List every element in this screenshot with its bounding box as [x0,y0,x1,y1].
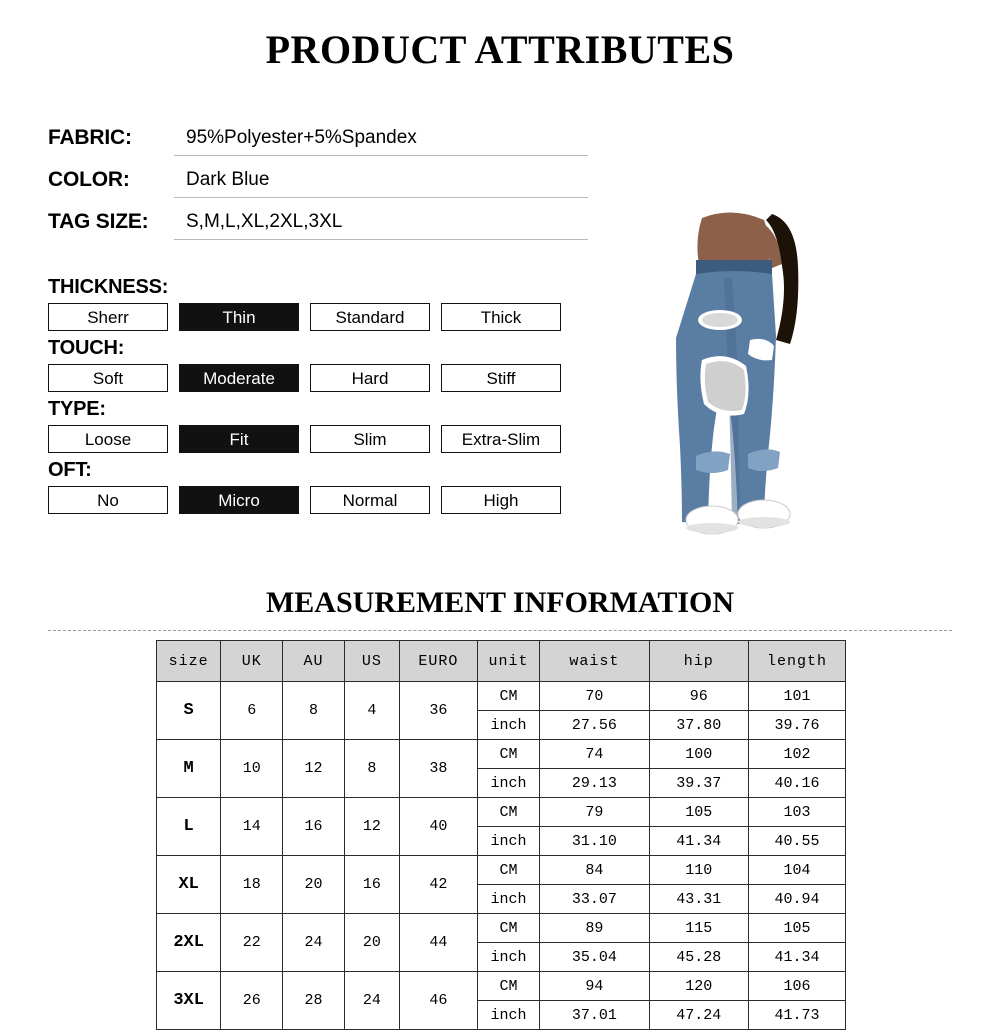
cell-unit-cm: CM [477,740,539,769]
measurement-table [156,640,846,1030]
cell-length-inch: 40.16 [748,769,845,798]
cell-waist-inch: 35.04 [540,943,649,972]
cell-waist-cm: 94 [540,972,649,1001]
option-group-title: TOUCH: [48,337,125,359]
cell-uk: 6 [221,682,283,740]
cell-us: 24 [344,972,399,1030]
cell-unit-inch: inch [477,1001,539,1030]
option-group-title: OFT: [48,459,92,481]
option-touch-0[interactable]: Soft [48,364,168,392]
cell-length-cm: 102 [748,740,845,769]
option-thickness-1[interactable]: Thin [179,303,299,331]
cell-uk: 22 [221,914,283,972]
page-title: PRODUCT ATTRIBUTES [265,27,735,72]
cell-euro: 44 [399,914,477,972]
cell-length-cm: 106 [748,972,845,1001]
header-au: AU [283,641,345,682]
cell-au: 12 [283,740,345,798]
cell-au: 8 [283,682,345,740]
option-groups [48,276,593,520]
cell-waist-inch: 33.07 [540,885,649,914]
header-waist: waist [540,641,649,682]
cell-unit-inch: inch [477,885,539,914]
table-row [157,798,846,827]
cell-au: 24 [283,914,345,972]
cell-euro: 38 [399,740,477,798]
cell-unit-inch: inch [477,943,539,972]
cell-au: 28 [283,972,345,1030]
cell-length-cm: 105 [748,914,845,943]
tag-size-label: TAG SIZE: [48,210,149,233]
cell-waist-cm: 70 [540,682,649,711]
cell-hip-cm: 100 [649,740,748,769]
cell-au: 16 [283,798,345,856]
cell-unit-inch: inch [477,827,539,856]
cell-us: 8 [344,740,399,798]
cell-waist-cm: 74 [540,740,649,769]
color-label: COLOR: [48,168,130,191]
option-type-2[interactable]: Slim [310,425,430,453]
cell-au: 20 [283,856,345,914]
header-us: US [344,641,399,682]
cell-length-inch: 40.55 [748,827,845,856]
cell-unit-inch: inch [477,769,539,798]
option-group-touch [48,337,593,392]
tag-size-value: S,M,L,XL,2XL,3XL [174,211,588,240]
option-box-row [48,486,593,514]
cell-hip-inch: 41.34 [649,827,748,856]
option-touch-1[interactable]: Moderate [179,364,299,392]
cell-us: 20 [344,914,399,972]
cell-uk: 14 [221,798,283,856]
cell-size: L [157,798,221,856]
cell-hip-inch: 39.37 [649,769,748,798]
cell-us: 16 [344,856,399,914]
option-type-1[interactable]: Fit [179,425,299,453]
option-touch-3[interactable]: Stiff [441,364,561,392]
cell-uk: 10 [221,740,283,798]
cell-euro: 42 [399,856,477,914]
attribute-row-color [48,156,588,198]
header-unit: unit [477,641,539,682]
cell-unit-inch: inch [477,711,539,740]
table-row [157,856,846,885]
cell-hip-cm: 110 [649,856,748,885]
option-group-thickness [48,276,593,331]
cell-length-inch: 39.76 [748,711,845,740]
option-box-row [48,364,593,392]
option-thickness-2[interactable]: Standard [310,303,430,331]
cell-length-inch: 41.34 [748,943,845,972]
table-row [157,914,846,943]
option-oft-1[interactable]: Micro [179,486,299,514]
option-touch-2[interactable]: Hard [310,364,430,392]
cell-waist-inch: 29.13 [540,769,649,798]
cell-length-inch: 40.94 [748,885,845,914]
cell-euro: 36 [399,682,477,740]
fabric-value: 95%Polyester+5%Spandex [174,127,588,156]
cell-size: XL [157,856,221,914]
cell-size: 2XL [157,914,221,972]
option-oft-2[interactable]: Normal [310,486,430,514]
cell-unit-cm: CM [477,798,539,827]
cell-hip-cm: 105 [649,798,748,827]
cell-waist-cm: 79 [540,798,649,827]
option-group-type [48,398,593,453]
cell-waist-cm: 89 [540,914,649,943]
option-thickness-0[interactable]: Sherr [48,303,168,331]
cell-uk: 18 [221,856,283,914]
option-oft-3[interactable]: High [441,486,561,514]
fabric-label: FABRIC: [48,126,132,149]
option-group-title: THICKNESS: [48,276,169,298]
cell-waist-inch: 31.10 [540,827,649,856]
product-photo [632,208,842,568]
cell-us: 4 [344,682,399,740]
cell-euro: 40 [399,798,477,856]
table-row [157,740,846,769]
cell-unit-cm: CM [477,972,539,1001]
cell-unit-cm: CM [477,682,539,711]
cell-waist-inch: 27.56 [540,711,649,740]
cell-unit-cm: CM [477,914,539,943]
cell-hip-inch: 47.24 [649,1001,748,1030]
option-group-title: TYPE: [48,398,106,420]
cell-hip-inch: 43.31 [649,885,748,914]
cell-us: 12 [344,798,399,856]
table-header-row [157,641,846,682]
cell-length-cm: 104 [748,856,845,885]
measurement-title: MEASUREMENT INFORMATION [265,586,735,619]
option-group-oft [48,459,593,514]
option-type-3[interactable]: Extra-Slim [441,425,561,453]
cell-size: M [157,740,221,798]
cell-length-cm: 101 [748,682,845,711]
header-euro: EURO [399,641,477,682]
cell-unit-cm: CM [477,856,539,885]
table-row [157,972,846,1001]
cell-hip-inch: 37.80 [649,711,748,740]
model-illustration [632,208,842,568]
option-box-row [48,303,593,331]
cell-length-cm: 103 [748,798,845,827]
header-size: size [157,641,221,682]
header-length: length [748,641,845,682]
option-box-row [48,425,593,453]
attribute-list [48,114,588,240]
cell-waist-cm: 84 [540,856,649,885]
color-value: Dark Blue [174,169,588,198]
header-uk: UK [221,641,283,682]
attribute-row-fabric [48,114,588,156]
header-hip: hip [649,641,748,682]
cell-hip-inch: 45.28 [649,943,748,972]
cell-uk: 26 [221,972,283,1030]
option-type-0[interactable]: Loose [48,425,168,453]
section-divider [48,630,952,631]
attribute-row-tag-size [48,198,588,240]
cell-waist-inch: 37.01 [540,1001,649,1030]
cell-hip-cm: 96 [649,682,748,711]
cell-size: 3XL [157,972,221,1030]
measurement-table-wrap [156,640,846,1030]
option-thickness-3[interactable]: Thick [441,303,561,331]
option-oft-0[interactable]: No [48,486,168,514]
cell-hip-cm: 120 [649,972,748,1001]
table-row [157,682,846,711]
cell-length-inch: 41.73 [748,1001,845,1030]
cell-hip-cm: 115 [649,914,748,943]
cell-size: S [157,682,221,740]
cell-euro: 46 [399,972,477,1030]
